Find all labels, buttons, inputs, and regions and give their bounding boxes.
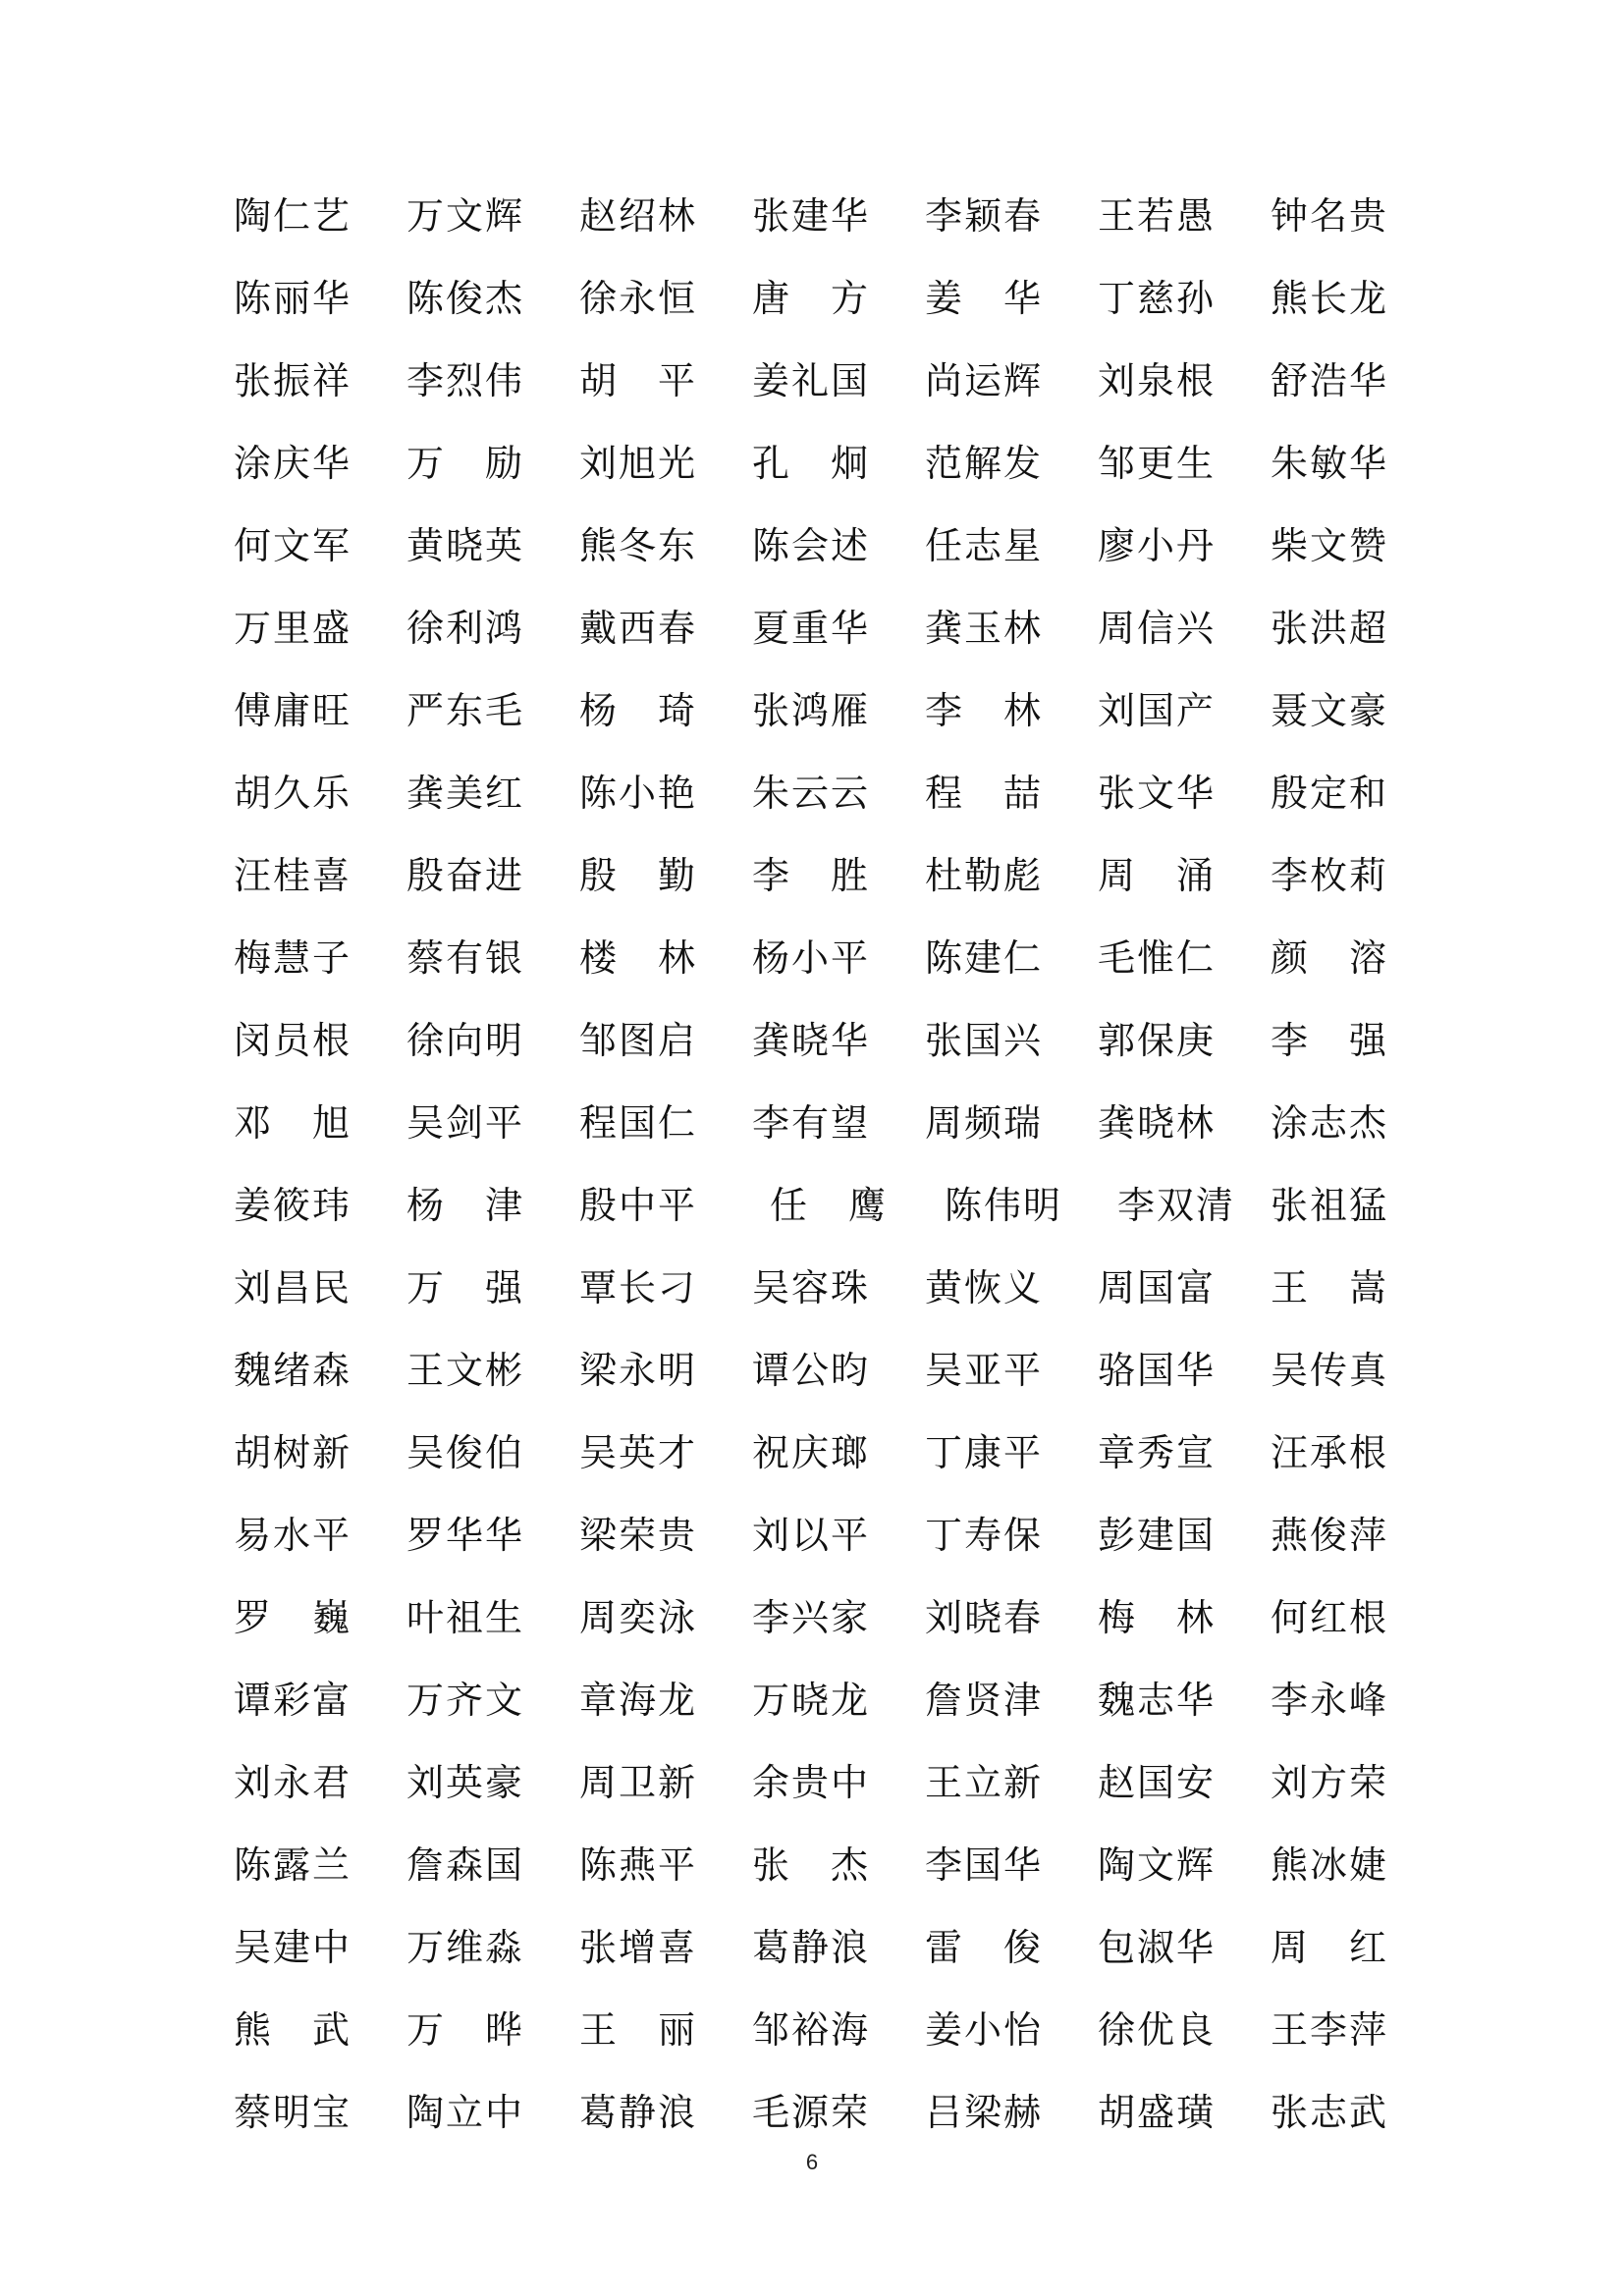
- name-row: [234, 752, 1392, 834]
- name-entry: 覃 长 刁: [579, 1266, 695, 1309]
- name-entry: 詹 贤 津: [925, 1679, 1041, 1722]
- name-entry: 胡 树 新: [234, 1431, 350, 1474]
- name-row: [234, 999, 1392, 1082]
- name-entry: 龚 玉 林: [925, 607, 1041, 650]
- name-entry: 邓 旭: [234, 1101, 350, 1145]
- name-entry: 周 信 兴: [1098, 607, 1214, 650]
- name-entry: 周 频 瑞: [925, 1101, 1041, 1145]
- name-entry: 颜 溶: [1271, 936, 1386, 980]
- name-entry: 何 文 军: [234, 524, 350, 567]
- name-row: [234, 1741, 1392, 1824]
- name-entry: 涂 庆 华: [234, 442, 350, 485]
- name-entry: 陈 建 仁: [925, 936, 1041, 980]
- name-entry: 姜 筱 玮: [234, 1184, 350, 1227]
- name-entry: 刘 方 荣: [1271, 1761, 1386, 1804]
- name-entry: 邹 图 启: [579, 1019, 695, 1062]
- name-row: [234, 1659, 1392, 1741]
- name-entry: 梅 慧 子: [234, 936, 350, 980]
- name-entry: 丁 慈 孙: [1098, 277, 1214, 320]
- name-row: [234, 505, 1392, 587]
- page-number: 6: [805, 2150, 819, 2174]
- name-entry: 丁 康 平: [925, 1431, 1041, 1474]
- name-entry: 周 国 富: [1098, 1266, 1214, 1309]
- name-entry: 刘 旭 光: [579, 442, 695, 485]
- name-entry: 邹 更 生: [1098, 442, 1214, 485]
- name-entry: 张 文 华: [1098, 772, 1214, 815]
- name-row: [234, 1576, 1392, 1659]
- name-entry: 张 杰: [752, 1843, 868, 1887]
- name-entry: 燕 俊 萍: [1271, 1514, 1386, 1557]
- name-entry: 尚 运 辉: [925, 359, 1041, 402]
- name-row: [234, 1989, 1392, 2071]
- name-entry: 程 喆: [925, 772, 1041, 815]
- name-entry: 殷 勤: [579, 854, 695, 897]
- name-entry: 朱 云 云: [752, 772, 868, 815]
- name-entry: 徐 利 鸿: [406, 607, 522, 650]
- name-entry: 聂 文 豪: [1271, 689, 1386, 732]
- name-row: [234, 422, 1392, 505]
- name-list: [234, 175, 1392, 2154]
- name-entry: 陈 伟 明: [945, 1184, 1060, 1227]
- name-entry: 王 丽: [579, 2008, 695, 2052]
- name-entry: 殷 中 平: [579, 1184, 695, 1227]
- name-entry: 胡 平: [579, 359, 695, 402]
- name-entry: 杨 琦: [579, 689, 695, 732]
- name-entry: 陈 小 艳: [579, 772, 695, 815]
- name-entry: 李 有 望: [752, 1101, 868, 1145]
- name-entry: 熊 武: [234, 2008, 350, 2052]
- name-entry: 陈 露 兰: [234, 1843, 350, 1887]
- name-entry: 万 齐 文: [406, 1679, 522, 1722]
- name-entry: 范 解 发: [925, 442, 1041, 485]
- name-entry: 楼 林: [579, 936, 695, 980]
- name-entry: 丁 寿 保: [925, 1514, 1041, 1557]
- name-entry: 骆 国 华: [1098, 1349, 1214, 1392]
- name-entry: 熊 冬 东: [579, 524, 695, 567]
- name-entry: 刘 泉 根: [1098, 359, 1214, 402]
- name-entry: 易 水 平: [234, 1514, 350, 1557]
- name-entry: 孔 炯: [752, 442, 868, 485]
- name-entry: 毛 源 荣: [752, 2091, 868, 2134]
- name-entry: 徐 永 恒: [579, 277, 695, 320]
- name-entry: 李 颖 春: [925, 194, 1041, 238]
- name-entry: 张 洪 超: [1271, 607, 1386, 650]
- name-entry: 陈 丽 华: [234, 277, 350, 320]
- name-entry: 陶 文 辉: [1098, 1843, 1214, 1887]
- name-entry: 陶 仁 艺: [234, 194, 350, 238]
- name-entry: 柴 文 赞: [1271, 524, 1386, 567]
- name-entry: 章 海 龙: [579, 1679, 695, 1722]
- name-entry: 王 若 愚: [1098, 194, 1214, 238]
- name-entry: 夏 重 华: [752, 607, 868, 650]
- name-entry: 陈 俊 杰: [406, 277, 522, 320]
- name-entry: 王 嵩: [1271, 1266, 1386, 1309]
- name-entry: 熊 冰 婕: [1271, 1843, 1386, 1887]
- name-entry: 周 卫 新: [579, 1761, 695, 1804]
- name-entry: 龚 美 红: [406, 772, 522, 815]
- name-entry: 祝 庆 瑯: [752, 1431, 868, 1474]
- name-entry: 罗 华 华: [406, 1514, 522, 1557]
- name-entry: 吴 剑 平: [406, 1101, 522, 1145]
- name-entry: 姜 华: [925, 277, 1041, 320]
- name-entry: 王 文 彬: [406, 1349, 522, 1392]
- name-row: [234, 1164, 1392, 1247]
- name-entry: 张 建 华: [752, 194, 868, 238]
- name-entry: 李 永 峰: [1271, 1679, 1386, 1722]
- name-entry: 陈 会 述: [752, 524, 868, 567]
- name-entry: 刘 永 君: [234, 1761, 350, 1804]
- name-entry: 赵 国 安: [1098, 1761, 1214, 1804]
- name-entry: 毛 惟 仁: [1098, 936, 1214, 980]
- name-entry: 龚 晓 华: [752, 1019, 868, 1062]
- name-entry: 万 晓 龙: [752, 1679, 868, 1722]
- name-entry: 陶 立 中: [406, 2091, 522, 2134]
- name-entry: 李 双 清: [1117, 1184, 1233, 1227]
- name-entry: 梁 荣 贵: [579, 1514, 695, 1557]
- name-entry: 罗 巍: [234, 1596, 350, 1639]
- name-entry: 张 振 祥: [234, 359, 350, 402]
- name-entry: 严 东 毛: [406, 689, 522, 732]
- name-entry: 周 红: [1271, 1926, 1386, 1969]
- name-entry: 舒 浩 华: [1271, 359, 1386, 402]
- name-entry: 钟 名 贵: [1271, 194, 1386, 238]
- name-entry: 张 志 武: [1271, 2091, 1386, 2134]
- name-entry: 万 维 淼: [406, 1926, 522, 1969]
- name-entry: 殷 定 和: [1271, 772, 1386, 815]
- name-entry: 葛 静 浪: [579, 2091, 695, 2134]
- name-row: [234, 1329, 1392, 1412]
- name-entry: 何 红 根: [1271, 1596, 1386, 1639]
- name-entry: 戴 西 春: [579, 607, 695, 650]
- name-entry: 胡 盛 璜: [1098, 2091, 1214, 2134]
- name-entry: 郭 保 庚: [1098, 1019, 1214, 1062]
- name-entry: 万 文 辉: [406, 194, 522, 238]
- name-entry: 廖 小 丹: [1098, 524, 1214, 567]
- name-row: [234, 834, 1392, 917]
- name-entry: 唐 方: [752, 277, 868, 320]
- name-entry: 汪 桂 喜: [234, 854, 350, 897]
- name-entry: 陈 燕 平: [579, 1843, 695, 1887]
- name-entry: 谭 彩 富: [234, 1679, 350, 1722]
- name-entry: 梅 林: [1098, 1596, 1214, 1639]
- name-row: [234, 587, 1392, 669]
- name-row: [234, 1247, 1392, 1329]
- name-entry: 万 励: [406, 442, 522, 485]
- name-row: [234, 2071, 1392, 2154]
- name-row: [234, 1906, 1392, 1989]
- name-row: [234, 175, 1392, 257]
- name-entry: 杨 小 平: [752, 936, 868, 980]
- name-entry: 赵 绍 林: [579, 194, 695, 238]
- name-entry: 李 胜: [752, 854, 868, 897]
- name-row: [234, 669, 1392, 752]
- name-entry: 吕 梁 赫: [925, 2091, 1041, 2134]
- name-entry: 张 增 喜: [579, 1926, 695, 1969]
- name-entry: 李 强: [1271, 1019, 1386, 1062]
- name-entry: 刘 英 豪: [406, 1761, 522, 1804]
- name-entry: 魏 志 华: [1098, 1679, 1214, 1722]
- name-entry: 魏 绪 森: [234, 1349, 350, 1392]
- name-entry: 周 奕 泳: [579, 1596, 695, 1639]
- name-row: [234, 1082, 1392, 1164]
- name-entry: 梁 永 明: [579, 1349, 695, 1392]
- name-entry: 刘 晓 春: [925, 1596, 1041, 1639]
- name-entry: 余 贵 中: [752, 1761, 868, 1804]
- name-entry: 王 立 新: [925, 1761, 1041, 1804]
- name-entry: 吴 亚 平: [925, 1349, 1041, 1392]
- name-entry: 徐 优 良: [1098, 2008, 1214, 2052]
- name-entry: 闵 员 根: [234, 1019, 350, 1062]
- name-entry: 蔡 明 宝: [234, 2091, 350, 2134]
- name-entry: 葛 静 浪: [752, 1926, 868, 1969]
- name-entry: 熊 长 龙: [1271, 277, 1386, 320]
- name-entry: 姜 礼 国: [752, 359, 868, 402]
- name-entry: 张 鸿 雁: [752, 689, 868, 732]
- name-entry: 吴 容 珠: [752, 1266, 868, 1309]
- name-row: [234, 1494, 1392, 1576]
- name-entry: 任 鹰: [770, 1184, 886, 1227]
- name-entry: 胡 久 乐: [234, 772, 350, 815]
- name-entry: 吴 传 真: [1271, 1349, 1386, 1392]
- name-row: [234, 917, 1392, 999]
- name-row: [234, 340, 1392, 422]
- name-entry: 万 强: [406, 1266, 522, 1309]
- name-entry: 刘 以 平: [752, 1514, 868, 1557]
- name-entry: 彭 建 国: [1098, 1514, 1214, 1557]
- name-entry: 刘 国 产: [1098, 689, 1214, 732]
- name-entry: 朱 敏 华: [1271, 442, 1386, 485]
- name-entry: 万 里 盛: [234, 607, 350, 650]
- name-row: [234, 257, 1392, 340]
- name-entry: 张 祖 猛: [1271, 1184, 1386, 1227]
- name-entry: 詹 森 国: [406, 1843, 522, 1887]
- name-entry: 谭 公 昀: [752, 1349, 868, 1392]
- name-entry: 吴 俊 伯: [406, 1431, 522, 1474]
- name-entry: 徐 向 明: [406, 1019, 522, 1062]
- name-entry: 蔡 有 银: [406, 936, 522, 980]
- name-entry: 雷 俊: [925, 1926, 1041, 1969]
- name-row: [234, 1412, 1392, 1494]
- name-entry: 李 林: [925, 689, 1041, 732]
- name-entry: 李 烈 伟: [406, 359, 522, 402]
- name-entry: 吴 建 中: [234, 1926, 350, 1969]
- name-entry: 黄 恢 义: [925, 1266, 1041, 1309]
- name-entry: 程 国 仁: [579, 1101, 695, 1145]
- name-entry: 张 国 兴: [925, 1019, 1041, 1062]
- name-entry: 邹 裕 海: [752, 2008, 868, 2052]
- name-entry: 傅 庸 旺: [234, 689, 350, 732]
- name-entry: 周 涌: [1098, 854, 1214, 897]
- name-entry: 王 李 萍: [1271, 2008, 1386, 2052]
- name-entry: 龚 晓 林: [1098, 1101, 1214, 1145]
- name-entry: 刘 昌 民: [234, 1266, 350, 1309]
- name-entry: 殷 奋 进: [406, 854, 522, 897]
- name-entry: 包 淑 华: [1098, 1926, 1214, 1969]
- name-entry: 万 晔: [406, 2008, 522, 2052]
- name-entry: 姜 小 怡: [925, 2008, 1041, 2052]
- name-entry: 任 志 星: [925, 524, 1041, 567]
- name-entry: 涂 志 杰: [1271, 1101, 1386, 1145]
- name-entry: 汪 承 根: [1271, 1431, 1386, 1474]
- name-entry: 杨 津: [406, 1184, 522, 1227]
- name-entry: 叶 祖 生: [406, 1596, 522, 1639]
- name-entry: 杜 勒 彪: [925, 854, 1041, 897]
- name-entry: 章 秀 宣: [1098, 1431, 1214, 1474]
- name-row: [234, 1824, 1392, 1906]
- name-entry: 李 枚 莉: [1271, 854, 1386, 897]
- name-entry: 黄 晓 英: [406, 524, 522, 567]
- name-entry: 吴 英 才: [579, 1431, 695, 1474]
- name-entry: 李 兴 家: [752, 1596, 868, 1639]
- name-entry: 李 国 华: [925, 1843, 1041, 1887]
